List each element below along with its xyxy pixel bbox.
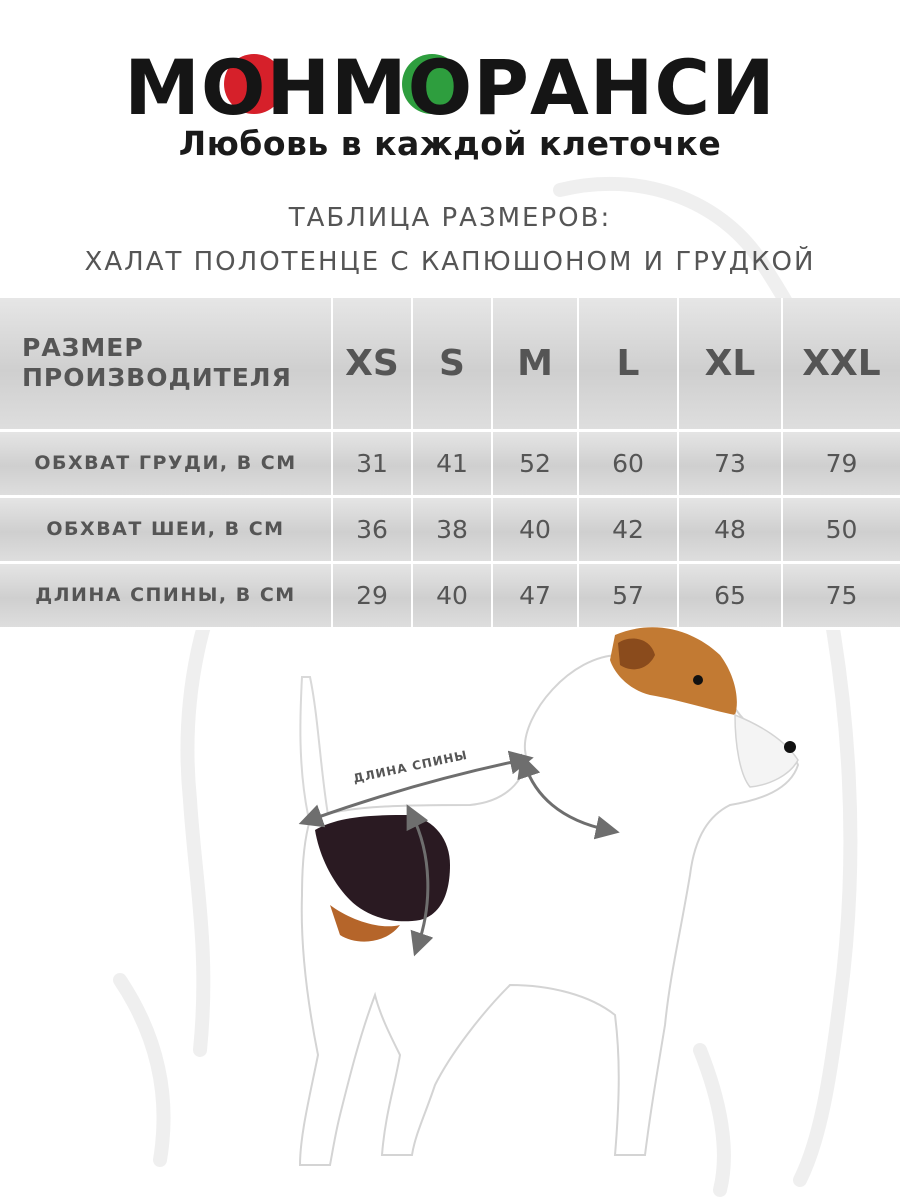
table-row-chest xyxy=(0,430,900,496)
size-xxl: XXL xyxy=(782,298,900,430)
table-title: ТАБЛИЦА РАЗМЕРОВ: xyxy=(288,203,612,233)
table-cell: 40 xyxy=(492,496,578,562)
size-table xyxy=(0,298,900,630)
size-xs: XS xyxy=(332,298,412,430)
size-m: M xyxy=(492,298,578,430)
size-xl: XL xyxy=(678,298,782,430)
brand-logo xyxy=(0,40,900,120)
table-cell: 29 xyxy=(332,562,412,628)
brand-tagline: Любовь в каждой клеточке xyxy=(178,124,722,163)
table-cell: 57 xyxy=(578,562,678,628)
table-cell: 31 xyxy=(332,430,412,496)
table-cell: 40 xyxy=(412,562,492,628)
table-cell: 47 xyxy=(492,562,578,628)
row-label-back: ДЛИНА СПИНЫ, В СМ xyxy=(0,562,332,628)
size-header-label-line1: РАЗМЕР xyxy=(22,333,144,363)
table-cell: 36 xyxy=(332,496,412,562)
row-label-chest: ОБХВАТ ГРУДИ, В СМ xyxy=(0,430,332,496)
table-cell: 50 xyxy=(782,496,900,562)
back-length-label: ДЛИНА СПИНЫ xyxy=(352,747,469,786)
size-s: S xyxy=(412,298,492,430)
dog-illustration xyxy=(150,615,850,1175)
table-cell: 38 xyxy=(412,496,492,562)
table-cell: 73 xyxy=(678,430,782,496)
table-cell: 41 xyxy=(412,430,492,496)
table-cell: 60 xyxy=(578,430,678,496)
size-header-row xyxy=(0,298,900,430)
table-cell: 48 xyxy=(678,496,782,562)
dog-body xyxy=(300,627,798,1165)
table-cell: 79 xyxy=(782,430,900,496)
size-header-label xyxy=(0,298,332,430)
table-row-neck xyxy=(0,496,900,562)
brand-wordmark xyxy=(0,40,900,120)
table-cell: 75 xyxy=(782,562,900,628)
table-cell: 42 xyxy=(578,496,678,562)
size-l: L xyxy=(578,298,678,430)
table-subtitle: ХАЛАТ ПОЛОТЕНЦЕ С КАПЮШОНОМ И ГРУДКОЙ xyxy=(84,247,816,277)
size-header-label-line2: ПРОИЗВОДИТЕЛЯ xyxy=(22,363,292,393)
table-cell: 52 xyxy=(492,430,578,496)
row-label-neck: ОБХВАТ ШЕИ, В СМ xyxy=(0,496,332,562)
brand-name: МОНМОРАНСИ xyxy=(124,43,776,120)
table-cell: 65 xyxy=(678,562,782,628)
